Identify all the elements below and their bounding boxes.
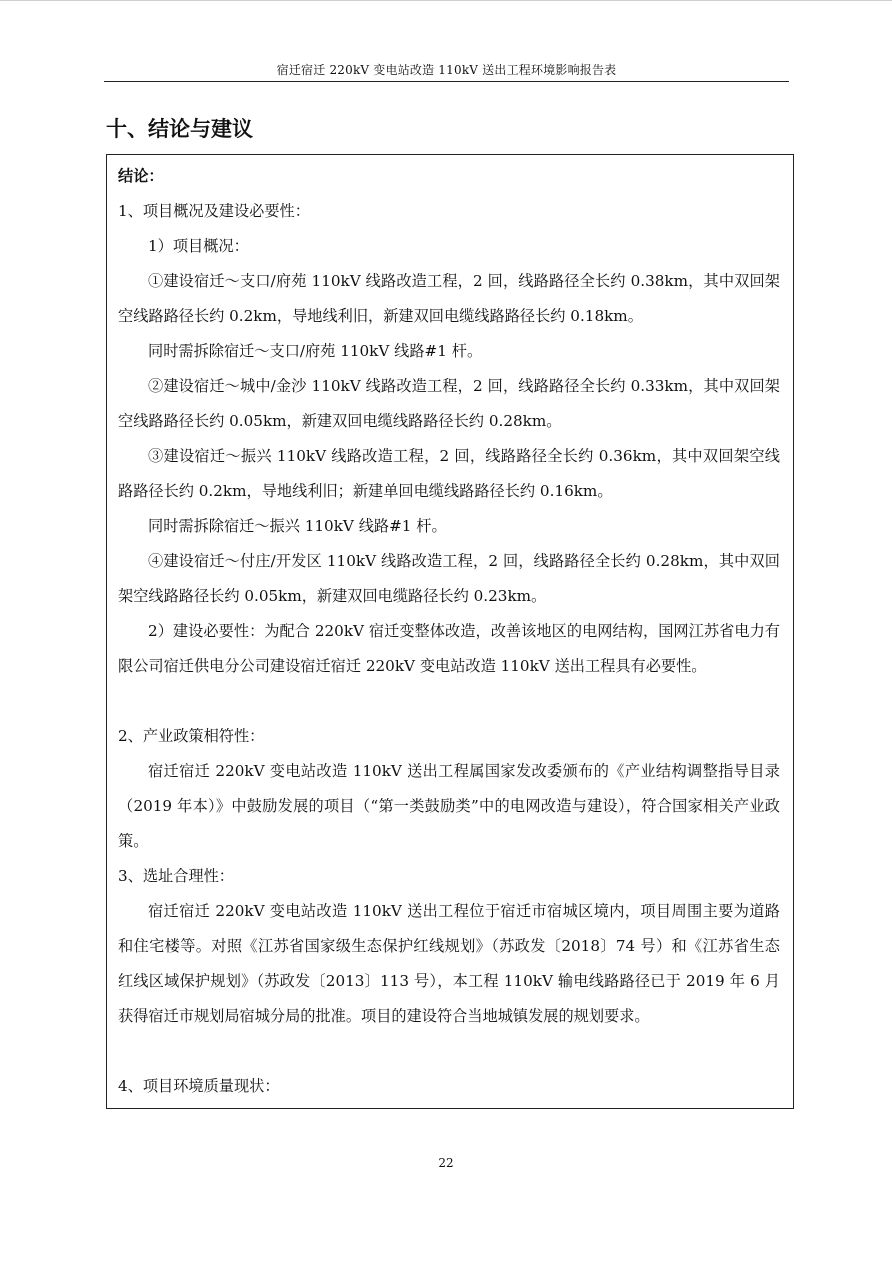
item2-paragraph: 宿迁宿迁 220kV 变电站改造 110kV 送出工程属国家发改委颁布的《产业结构调整指导目录（2019 年本）》中鼓励发展的项目（“第一类鼓励类”中的电网改造与建设），符合国家相关产业政策。: [118, 762, 780, 850]
item1-sub2-necessity: 2）建设必要性：为配合 220kV 宿迁变整体改造，改善该地区的电网结构，国网江苏省电力有限公司宿迁供电分公司建设宿迁宿迁 220kV 变电站改造 110kV 送出工程具有必要性。: [118, 622, 780, 675]
item1-paragraph-2: ②建设宿迁～城中/金沙 110kV 线路改造工程，2 回，线路路径全长约 0.33km，其中双回架空线路路径长约 0.05km，新建双回电缆线路路径长约 0.28km。: [118, 377, 780, 430]
header-divider: [104, 81, 789, 82]
item1-paragraph-3: ③建设宿迁～振兴 110kV 线路改造工程，2 回，线路路径全长约 0.36km，其中双回架空线路路径长约 0.2km，导地线利旧；新建单回电缆线路路径长约 0.16km。: [118, 447, 780, 500]
page-number: 22: [438, 1156, 454, 1170]
item3-paragraph: 宿迁宿迁 220kV 变电站改造 110kV 送出工程位于宿迁市宿城区境内，项目周围主要为道路和住宅楼等。对照《江苏省国家级生态保护红线规划》（苏政发〔2018〕74 号）和《江苏省生态红线区域保护规划》（苏政发〔2013〕113 号），本工程 110kV 输电线路路径已于 2019 年 6 月获得宿迁市规划局宿城分局的批准。项目的建设符合当地城镇发展的规划要求。: [118, 902, 780, 1025]
conclusion-box: [106, 154, 794, 1109]
item2-heading: 2、产业政策相符性：: [118, 727, 265, 745]
item1-paragraph-1-note: 同时需拆除宿迁～支口/府苑 110kV 线路#1 杆。: [148, 342, 483, 360]
item4-heading: 4、项目环境质量现状：: [118, 1077, 280, 1095]
item1-paragraph-3-note: 同时需拆除宿迁～振兴 110kV 线路#1 杆。: [148, 517, 447, 535]
document-header: 宿迁宿迁 220kV 变电站改造 110kV 送出工程环境影响报告表: [276, 63, 617, 77]
conclusion-label: 结论：: [118, 167, 164, 185]
item1-heading: 1、项目概况及建设必要性：: [118, 202, 310, 220]
item1-paragraph-1: ①建设宿迁～支口/府苑 110kV 线路改造工程，2 回，线路路径全长约 0.38km，其中双回架空线路路径长约 0.2km，导地线利旧，新建双回电缆线路路径长约 0.18km。: [118, 272, 780, 325]
item1-sub1-heading: 1）项目概况：: [148, 237, 249, 255]
item3-heading: 3、选址合理性：: [118, 867, 234, 885]
item1-paragraph-4: ④建设宿迁～付庄/开发区 110kV 线路改造工程，2 回，线路路径全长约 0.28km，其中双回架空线路路径长约 0.05km，新建双回电缆路径长约 0.23km。: [118, 552, 780, 605]
top-edge-line: [0, 0, 892, 1]
section-title: 十、结论与建议: [106, 117, 253, 141]
